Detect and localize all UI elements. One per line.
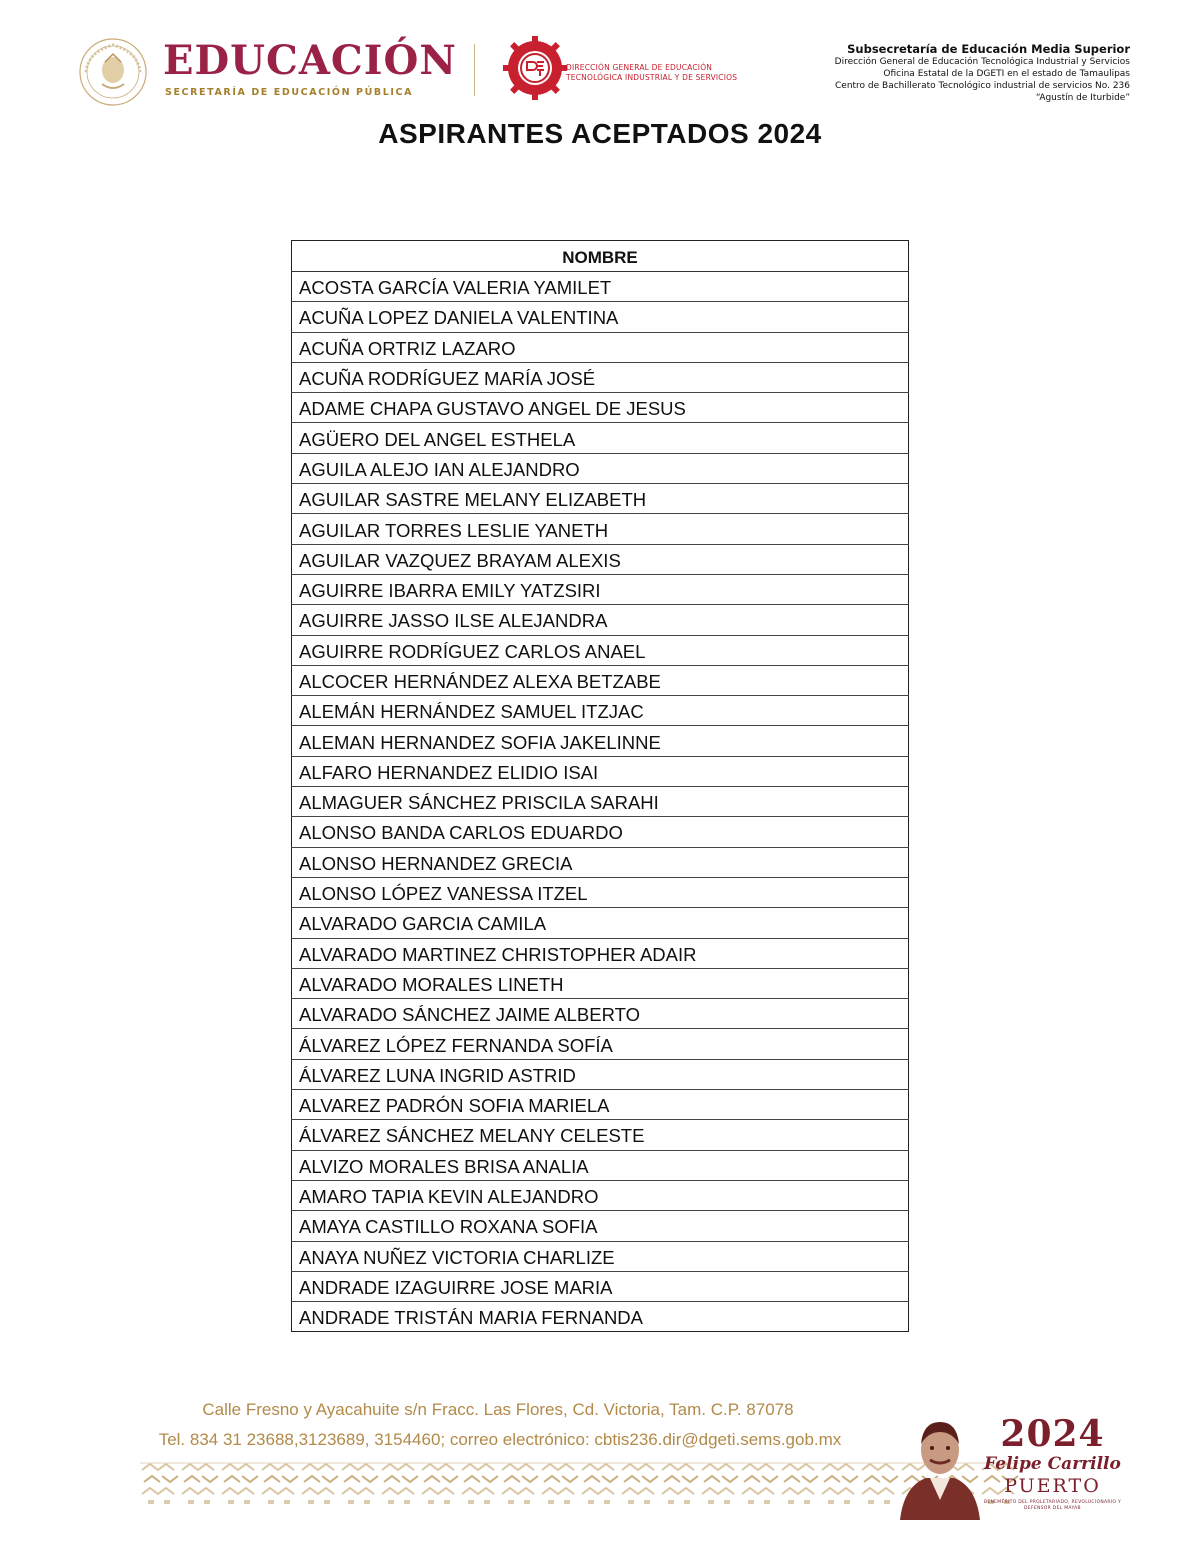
applicant-name: ANAYA NUÑEZ VICTORIA CHARLIZE	[292, 1241, 909, 1271]
applicant-name: ALCOCER HERNÁNDEZ ALEXA BETZABE	[292, 665, 909, 695]
applicant-name: ALONSO LÓPEZ VANESSA ITZEL	[292, 877, 909, 907]
table-row	[292, 877, 909, 907]
table-row	[292, 908, 909, 938]
year-brand	[980, 1414, 1125, 1512]
dgeti-name-line-1: DIRECCIÓN GENERAL DE EDUCACIÓN	[566, 63, 713, 72]
page-title: ASPIRANTES ACEPTADOS 2024	[378, 118, 822, 149]
applicant-name: ANDRADE IZAGUIRRE JOSE MARIA	[292, 1271, 909, 1301]
table-row	[292, 938, 909, 968]
table-row	[292, 423, 909, 453]
table-row	[292, 272, 909, 302]
footer-contact: Tel. 834 31 23688,3123689, 3154460; correo electrónico: cbtis236.dir@dgeti.sems.gob.mx	[158, 1430, 842, 1449]
table-row	[292, 726, 909, 756]
table-row	[292, 847, 909, 877]
dgeti-name	[566, 63, 737, 83]
applicant-name: ÁLVAREZ LÓPEZ FERNANDA SOFÍA	[292, 1029, 909, 1059]
brand-name: Felipe Carrillo	[984, 1454, 1121, 1474]
table-row	[292, 1271, 909, 1301]
felipe-carrillo-portrait-icon	[890, 1408, 990, 1520]
applicant-name: AGUILAR VAZQUEZ BRAYAM ALEXIS	[292, 544, 909, 574]
table-row	[292, 393, 909, 423]
applicant-name: ACUÑA RODRÍGUEZ MARÍA JOSÉ	[292, 362, 909, 392]
brand-motto: BENEMÉRITO DEL PROLETARIADO, REVOLUCIONARIO Y DEFENSOR DEL MAYAB	[983, 1500, 1122, 1511]
applicant-name: ACOSTA GARCÍA VALERIA YAMILET	[292, 272, 909, 302]
applicant-name: AGUIRRE IBARRA EMILY YATZSIRI	[292, 574, 909, 604]
institution-line-4: Centro de Bachillerato Tecnológico industrial de servicios No. 236	[835, 81, 1130, 91]
applicant-name: ANDRADE TRISTÁN MARIA FERNANDA	[292, 1302, 909, 1332]
dgeti-name-line-2: TECNOLÓGICA INDUSTRIAL Y DE SERVICIOS	[566, 73, 738, 82]
table-row	[292, 453, 909, 483]
applicant-name: AGUILA ALEJO IAN ALEJANDRO	[292, 453, 909, 483]
ministry-subtitle: SECRETARÍA DE EDUCACIÓN PÚBLICA	[165, 87, 414, 98]
applicant-name: ADAME CHAPA GUSTAVO ANGEL DE JESUS	[292, 393, 909, 423]
applicant-name: ÁLVAREZ SÁNCHEZ MELANY CELESTE	[292, 1120, 909, 1150]
table-row	[292, 332, 909, 362]
table-row	[292, 1090, 909, 1120]
table-row	[292, 1241, 909, 1271]
applicant-name: ALVAREZ PADRÓN SOFIA MARIELA	[292, 1090, 909, 1120]
table-row	[292, 544, 909, 574]
table-row	[292, 1302, 909, 1332]
applicant-name: ACUÑA ORTRIZ LAZARO	[292, 332, 909, 362]
accepted-applicants-table	[291, 240, 909, 1332]
applicant-name: ALEMÁN HERNÁNDEZ SAMUEL ITZJAC	[292, 696, 909, 726]
table-row	[292, 696, 909, 726]
brand-year: 2024	[1000, 1413, 1105, 1455]
applicant-name: AGUIRRE JASSO ILSE ALEJANDRA	[292, 605, 909, 635]
table-row	[292, 817, 909, 847]
footer-address: Calle Fresno y Ayacahuite s/n Fracc. Las Flores, Cd. Victoria, Tam. C.P. 87078	[202, 1400, 794, 1419]
table-row	[292, 787, 909, 817]
applicant-name: AGUILAR TORRES LESLIE YANETH	[292, 514, 909, 544]
table-row	[292, 605, 909, 635]
national-seal-icon	[72, 36, 154, 108]
ministry-name: EDUCACIÓN	[163, 37, 457, 84]
column-header-nombre: NOMBRE	[292, 241, 909, 272]
applicant-name: ÁLVAREZ LUNA INGRID ASTRID	[292, 1059, 909, 1089]
table-row	[292, 484, 909, 514]
applicant-name: ALFARO HERNANDEZ ELIDIO ISAI	[292, 756, 909, 786]
institution-block	[835, 42, 1130, 104]
table-row	[292, 999, 909, 1029]
institution-line-1: Subsecretaría de Educación Media Superior	[847, 42, 1130, 56]
table-row	[292, 1150, 909, 1180]
applicant-name: AGUIRRE RODRÍGUEZ CARLOS ANAEL	[292, 635, 909, 665]
table-row	[292, 362, 909, 392]
table-row	[292, 1120, 909, 1150]
table-row	[292, 1211, 909, 1241]
applicant-name: AMARO TAPIA KEVIN ALEJANDRO	[292, 1180, 909, 1210]
applicant-name: ALVARADO SÁNCHEZ JAIME ALBERTO	[292, 999, 909, 1029]
applicant-name: ALONSO HERNANDEZ GRECIA	[292, 847, 909, 877]
table-row	[292, 1029, 909, 1059]
applicant-name: ALVARADO MARTINEZ CHRISTOPHER ADAIR	[292, 938, 909, 968]
table-row	[292, 1180, 909, 1210]
institution-line-5: “Agustín de Iturbide”	[1035, 93, 1130, 103]
applicant-name: AMAYA CASTILLO ROXANA SOFIA	[292, 1211, 909, 1241]
applicant-name: ALMAGUER SÁNCHEZ PRISCILA SARAHI	[292, 787, 909, 817]
letterhead	[0, 0, 1200, 115]
applicant-name: AGUILAR SASTRE MELANY ELIZABETH	[292, 484, 909, 514]
applicant-name: ALEMAN HERNANDEZ SOFIA JAKELINNE	[292, 726, 909, 756]
applicant-name: ALVARADO MORALES LINETH	[292, 968, 909, 998]
institution-line-3: Oficina Estatal de la DGETI en el estado de Tamaulipas	[883, 69, 1130, 79]
table-row	[292, 968, 909, 998]
applicant-name: ALVARADO GARCIA CAMILA	[292, 908, 909, 938]
table-row	[292, 1059, 909, 1089]
decorative-pattern-band-icon	[140, 1462, 1020, 1508]
dgeti-gear-logo-icon	[503, 36, 567, 100]
brand-surname: PUERTO	[1004, 1475, 1101, 1497]
table-row	[292, 635, 909, 665]
table-row	[292, 574, 909, 604]
applicant-name: ACUÑA LOPEZ DANIELA VALENTINA	[292, 302, 909, 332]
table-header-row	[292, 241, 909, 272]
applicant-name: ALONSO BANDA CARLOS EDUARDO	[292, 817, 909, 847]
table-row	[292, 665, 909, 695]
table-row	[292, 514, 909, 544]
institution-line-2: Dirección General de Educación Tecnológica Industrial y Servicios	[834, 57, 1130, 67]
table-row	[292, 302, 909, 332]
applicant-name: ALVIZO MORALES BRISA ANALIA	[292, 1150, 909, 1180]
applicant-name: AGÜERO DEL ANGEL ESTHELA	[292, 423, 909, 453]
table-row	[292, 756, 909, 786]
header-divider	[474, 44, 475, 96]
